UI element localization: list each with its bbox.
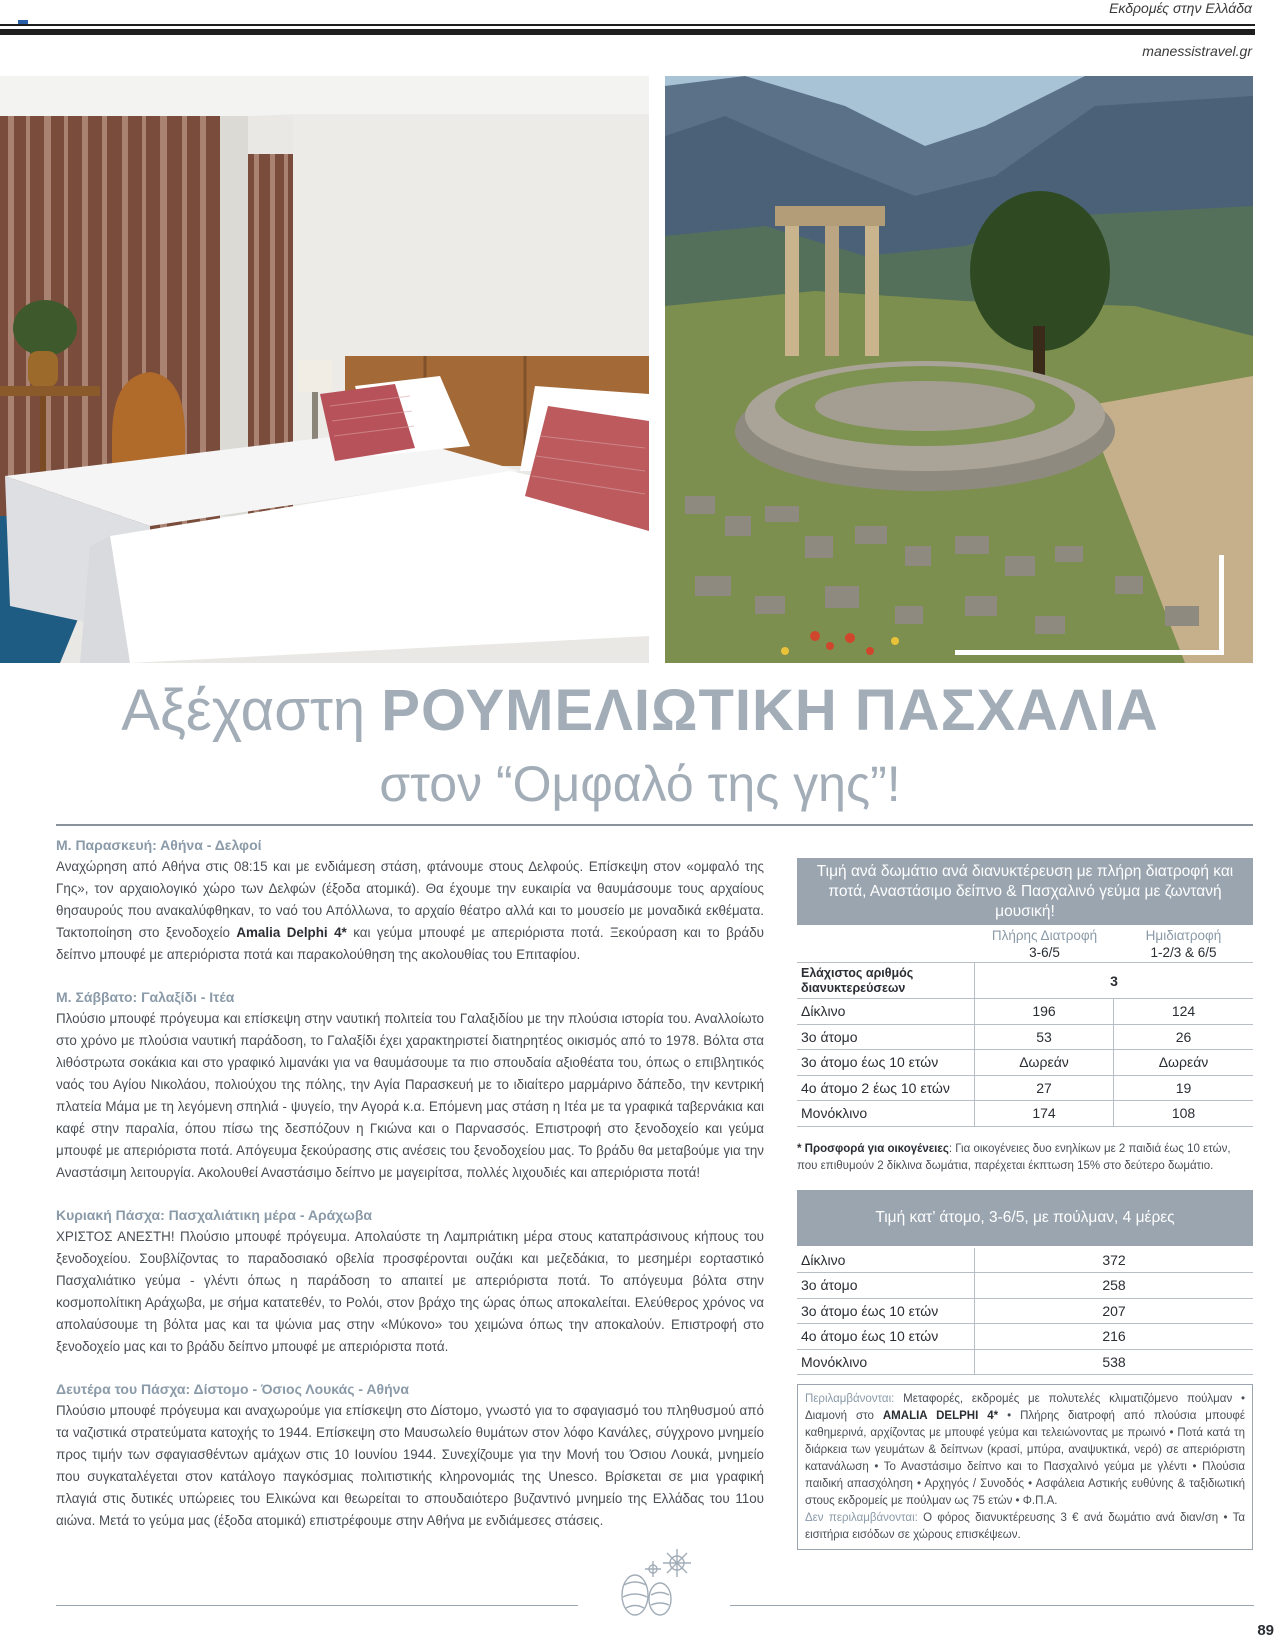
itinerary-day-1	[56, 834, 764, 966]
section-label: Εκδρομές στην Ελλάδα	[1109, 0, 1252, 16]
price-table	[797, 925, 1253, 1127]
price-half: Δωρεάν	[1114, 1050, 1253, 1076]
day-text: Πλούσιο μπουφέ πρόγευμα και επίσκεψη στην ναυτική πολιτεία του Γαλαξιδίου με την πλούσια ιστορία του. Αναλλοίωτο στο χρόνο με πλούσια ναυτική παράδοση, το Γαλαξίδι έχει χαρακτηριστεί διατηρητέος οικισμός από το 1978. Βόλτα στα λιθόστρωτα σοκάκια και στο γραφικό λιμανάκι για να θαυμάσουμε τα πιο σπουδαία αξιοθέατα του, όπως ο επιβλητικός ναός του Αγίου Νικολάου, πολιούχου της πόλης, την Αγία Παρασκευή με το ιδιαίτερο μαρμάρινο δάπεδο, την κεντρική πλατεία Μάμα με τη λεγόμενη σπηλιά - ψυγείο, την Αγορά κ.α. Επόμενη μας στάση η Ιτέα με τα γραφικά ταβερνάκια και καφέ στην παραλία, όπου πίσω της δεσπόζουν η Γκιώνα και ο Παρνασσός. Επιστροφή στο ξενοδοχείο και γεύμα μπουφέ με απεριόριστα ποτά. Απόγευμα ξεκούρασης στις ανέσεις του ξενοδοχείου μας. Το βράδυ θα μεταβούμε για την Αναστάσιμη λειτουργία. Ακολουθεί Αναστάσιμο δείπνο με μαγειρίτσα, πολλές λιχουδιές και απεριόριστα ποτά!	[56, 1011, 764, 1180]
header-rule-thick	[0, 29, 1255, 35]
hotel-room-photo	[0, 76, 649, 663]
price-full: 196	[975, 999, 1114, 1025]
family-offer-note	[797, 1141, 1253, 1175]
day-title: Δευτέρα του Πάσχα: Δίστομο - Όσιος Λουκάς - Αθήνα	[56, 1381, 410, 1397]
price-half: 26	[1114, 1025, 1253, 1051]
includes-text: Μεταφορές, εκδρομές με πολυτελές κλιματιζόμενο πούλμαν • Διαμονή στο	[805, 1393, 1245, 1422]
row-label: Δίκλινο	[797, 999, 975, 1025]
page-subtitle: στον “Ομφαλό της γης”!	[379, 756, 901, 812]
min-nights-value: 3	[975, 963, 1253, 999]
col-dates: 1-2/3 & 6/5	[1150, 945, 1217, 960]
day-title: Μ. Σάββατο: Γαλαξίδι - Ιτέα	[56, 989, 235, 1005]
price-table-heading: Τιμή ανά δωμάτιο ανά διανυκτέρευση με πλήρη διατροφή και ποτά, Αναστάσιμο δείπνο & Πασχαλινό γεύμα με ζωντανή μουσική!	[797, 858, 1253, 925]
price-half: 108	[1114, 1101, 1253, 1127]
title-bold: ΡΟΥΜΕΛΙΩΤΙΚΗ ΠΑΣΧΑΛΙΑ	[381, 678, 1159, 743]
min-nights-label: Ελάχιστος αριθμός διανυκτερεύσεων	[797, 963, 975, 999]
page-number: 89	[1257, 1622, 1274, 1639]
bus-price: 538	[975, 1350, 1253, 1376]
hotel-name: Amalia Delphi 4*	[236, 925, 347, 940]
row-label: 3ο άτομο	[797, 1025, 975, 1051]
easter-egg-ornament	[605, 1545, 705, 1625]
price-full: 27	[975, 1076, 1114, 1102]
family-offer-label: * Προσφορά για οικογένειες	[797, 1142, 949, 1155]
not-included-label: Δεν περιλαμβάνονται:	[805, 1512, 918, 1524]
row-label: 3ο άτομο έως 10 ετών	[797, 1299, 975, 1325]
row-label: Δίκλινο	[797, 1248, 975, 1274]
delphi-tholos-photo	[665, 76, 1253, 663]
row-label: 3ο άτομο έως 10 ετών	[797, 1050, 975, 1076]
includes-label: Περιλαμβάνονται:	[805, 1393, 895, 1405]
includes-hotel: AMALIA DELPHI 4*	[882, 1410, 999, 1422]
col-dates: 3-6/5	[1029, 945, 1060, 960]
price-full: Δωρεάν	[975, 1050, 1114, 1076]
website-link[interactable]: manessistravel.gr	[1142, 43, 1252, 59]
bus-price: 216	[975, 1324, 1253, 1350]
photo-frame-corner-vertical	[1219, 555, 1224, 655]
includes-text: • Πλήρης διατροφή από πλούσια μπουφέ καθημερινά, αρχίζοντας με μπουφέ γεύμα και τελειώνοντας με πρωινό • Ποτά κατά τη διάρκεια των γευμάτων & δείπνων (κρασί, μπύρα, αναψυκτικά, νερό) σε απεριόριστη κατανάλωση • Το Αναστάσιμο δείπνο και το Πασχαλινό γεύμα με γλέντι • Πλούσια παιδική απασχόληση • Αρχηγός / Συνοδός • Ασφάλεια Αστικής ευθύνης & ταξιδιωτική στους εκδρομείς με πούλμαν ως 75 ετών • Φ.Π.Α.	[805, 1410, 1245, 1507]
row-label: Μονόκλινο	[797, 1350, 975, 1376]
col-name: Ημιδιατροφή	[1145, 928, 1222, 943]
footer-rule-right	[730, 1605, 1254, 1606]
day-title: Κυριακή Πάσχα: Πασχαλιάτικη μέρα - Αράχωβα	[56, 1207, 372, 1223]
price-full: 174	[975, 1101, 1114, 1127]
bus-price-table	[797, 1246, 1253, 1376]
day-text: Πλούσιο μπουφέ πρόγευμα και αναχωρούμε για επίσκεψη στο Δίστομο, γνωστό για το σφαγιασμό του πληθυσμού από τα ναζιστικά στρατεύματα κατοχής το 1944. Επίσκεψη στο Μαυσωλείο θυμάτων στον λόφο Κανάλες, σύγχρονο μνημείο προς τιμήν των σφαγιασθέντων αμάχων στις 10 Ιουνίου 1944. Συνεχίζουμε για την Μονή του Όσιου Λουκά, μνημείο που συγκαταλέγεται στον κατάλογο παγκόσμιας πολιτιστικής κληρονομιάς της Unesco. Βρίσκεται σε μια γραφική πλαγιά στις δυτικές υπώρειες του Ελικώνα και θεωρείται το σπουδαιότερο βυζαντινό μνημείο της Ελλάδας του 11ου αιώνα. Μετά το γεύμα μας (έξοδα ατομικά) επιστρέφουμε στην Αθήνα με ενδιάμεσες στάσεις.	[56, 1403, 764, 1528]
itinerary-day-2	[56, 986, 764, 1184]
row-label: 4ο άτομο έως 10 ετών	[797, 1324, 975, 1350]
price-col-half-board	[1114, 925, 1253, 963]
not-included-text: Ο φόρος διανυκτέρευσης 3 € ανά δωμάτιο ανά διαν/ση • Τα εισιτήρια εισόδων σε χώρους επισκέψεων.	[805, 1512, 1245, 1541]
price-full: 53	[975, 1025, 1114, 1051]
family-offer-text: : Για οικογένειες δυο ενηλίκων με 2 παιδιά έως 10 ετών, που επιθυμούν 2 δίκλινα δωμάτια, παρέχεται έκπτωση 15% στο δεύτερο δωμάτιο.	[797, 1142, 1231, 1172]
row-label: Μονόκλινο	[797, 1101, 975, 1127]
includes-box	[797, 1384, 1253, 1550]
bus-price: 372	[975, 1248, 1253, 1274]
itinerary-day-3	[56, 1204, 764, 1358]
price-panel	[797, 858, 1253, 1550]
day-title: Μ. Παρασκευή: Αθήνα - Δελφοί	[56, 837, 262, 853]
day-text-part: και γεύμα μπουφέ με απεριόριστα ποτά. Ξεκούραση και το βράδυ δείπνο μπουφέ με απεριόριστα ποτά και παρακολούθηση της ακολουθίας του Επιταφίου.	[56, 925, 764, 962]
day-text	[56, 856, 764, 966]
itinerary	[56, 834, 764, 1552]
price-table-blank-header	[797, 925, 975, 963]
footer-rule-left	[56, 1605, 578, 1606]
bus-price: 258	[975, 1273, 1253, 1299]
title-light: Αξέχαστη	[121, 678, 366, 743]
row-label: 4ο άτομο 2 έως 10 ετών	[797, 1076, 975, 1102]
title-divider	[56, 824, 1253, 826]
page-title	[0, 676, 1280, 746]
col-name: Πλήρης Διατροφή	[991, 928, 1098, 943]
photo-frame-corner-horizontal	[955, 650, 1224, 655]
day-text-part: Αναχώρηση από Αθήνα στις 08:15 και με ενδιάμεση στάση, φτάνουμε στους Δελφούς. Επίσκεψη στον «ομφαλό της Γης», τον αρχαιολογικό χώρο των Δελφών (έξοδα ατομικά). Θα έχουμε την ευκαιρία να θαυμάσουμε τους αρχαίους θησαυρούς που ανακαλύφθηκαν, το ναό του Απόλλωνα, το αρχαίο θέατρο αλλά και το μουσείο με μοναδικά εκθέματα. Τακτοποίηση στο ξενοδοχείο	[56, 859, 764, 940]
row-label: 3ο άτομο	[797, 1273, 975, 1299]
price-half: 124	[1114, 999, 1253, 1025]
bus-price: 207	[975, 1299, 1253, 1325]
price-half: 19	[1114, 1076, 1253, 1102]
itinerary-day-4	[56, 1378, 764, 1532]
bus-table-heading: Τιμή κατ’ άτομο, 3-6/5, με πούλμαν, 4 μέρες	[797, 1190, 1253, 1246]
day-text: ΧΡΙΣΤΟΣ ΑΝΕΣΤΗ! Πλούσιο μπουφέ πρόγευμα. Απολαύστε τη Λαμπριάτικη μέρα στους καταπράσινους κήπους του ξενοδοχείου. Σουβλίζοντας το παραδοσιακό οβελία προσφέρονται ουζάκι και μεζεδάκια, το μεσημέρι εορταστικό Πασχαλιάτικο γεύμα - γλέντι όπως η παράδοση το απαιτεί με απεριόριστα ποτά. Το απόγευμα βόλτα στην κοσμοπολίτικη Αράχωβα, με σήμα κατατεθέν, το Ρολόι, στον βράχο της ώρας όπως αποκαλείται. Ελεύθερος χρόνος να απολαύσουμε τη βόλτα μας και τα ψώνια μας στην «Μύκονο» του χειμώνα όπως την αποκαλούν. Επιστροφή στο ξενοδοχείο μας και το βράδυ δείπνο μπουφέ με απεριόριστα ποτά.	[56, 1229, 764, 1354]
price-col-full-board	[975, 925, 1114, 963]
header-rule-thin	[0, 24, 1255, 26]
